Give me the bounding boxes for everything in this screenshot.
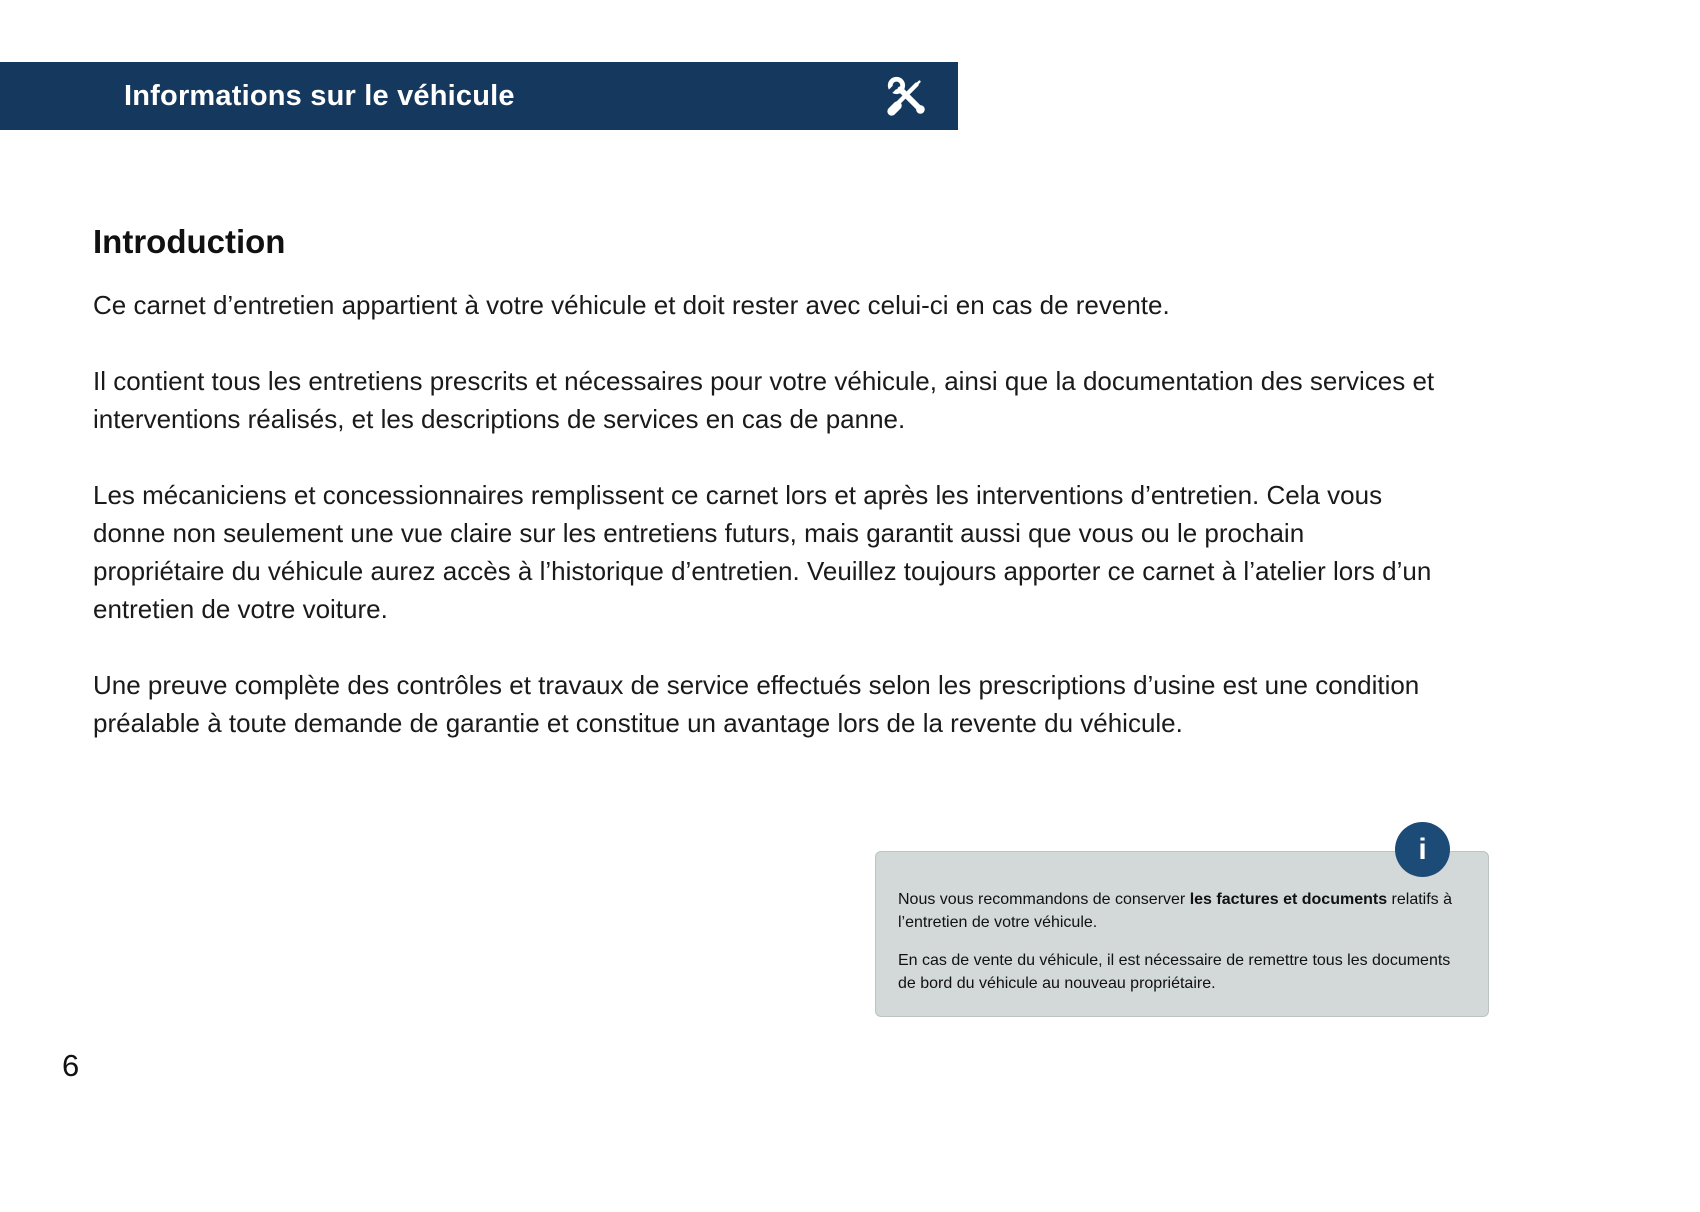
section-heading: Introduction [93,223,286,260]
body-paragraph: Il contient tous les entretiens prescrits et nécessaires pour votre véhicule, ainsi que la documentation des services et interventions réalisés, et les descriptions de services en cas de panne. [93,366,1435,434]
info-icon [1395,822,1450,877]
note-text: Nous vous recommandons de conserver [898,891,1190,908]
page-content [93,222,1438,780]
section-banner [0,62,958,130]
body-paragraph: Les mécaniciens et concessionnaires remplissent ce carnet lors et après les interventions d’entretien. Cela vous donne non seulement une vue claire sur les entretiens futurs, mais garantit aussi que vous ou le prochain propriétaire du véhicule aurez accès à l’historique d’entretien. Veuillez toujours apporter ce carnet à l’atelier lors d’un entretien de votre voiture. [93,480,1432,624]
banner-title: Informations sur le véhicule [124,79,515,112]
note-paragraph [898,888,1462,934]
page-number: 6 [62,1048,80,1083]
info-icon-glyph: i [1418,832,1427,866]
info-note-box [875,851,1489,1017]
note-text: relatifs à l’entretien de votre véhicule. [898,891,1453,931]
tools-icon [884,73,930,119]
body-paragraph: Ce carnet d’entretien appartient à votre véhicule et doit rester avec celui-ci en cas de revente. [93,290,1170,320]
note-text-bold: les factures et documents [1189,891,1388,908]
body-paragraph: Une preuve complète des contrôles et travaux de service effectués selon les prescriptions d’usine est une condition préalable à toute demande de garantie et constitue un avantage lors de la revente du véhicule. [93,670,1420,738]
note-paragraph: En cas de vente du véhicule, il est nécessaire de remettre tous les documents de bord du véhicule au nouveau propriétaire. [898,952,1451,992]
